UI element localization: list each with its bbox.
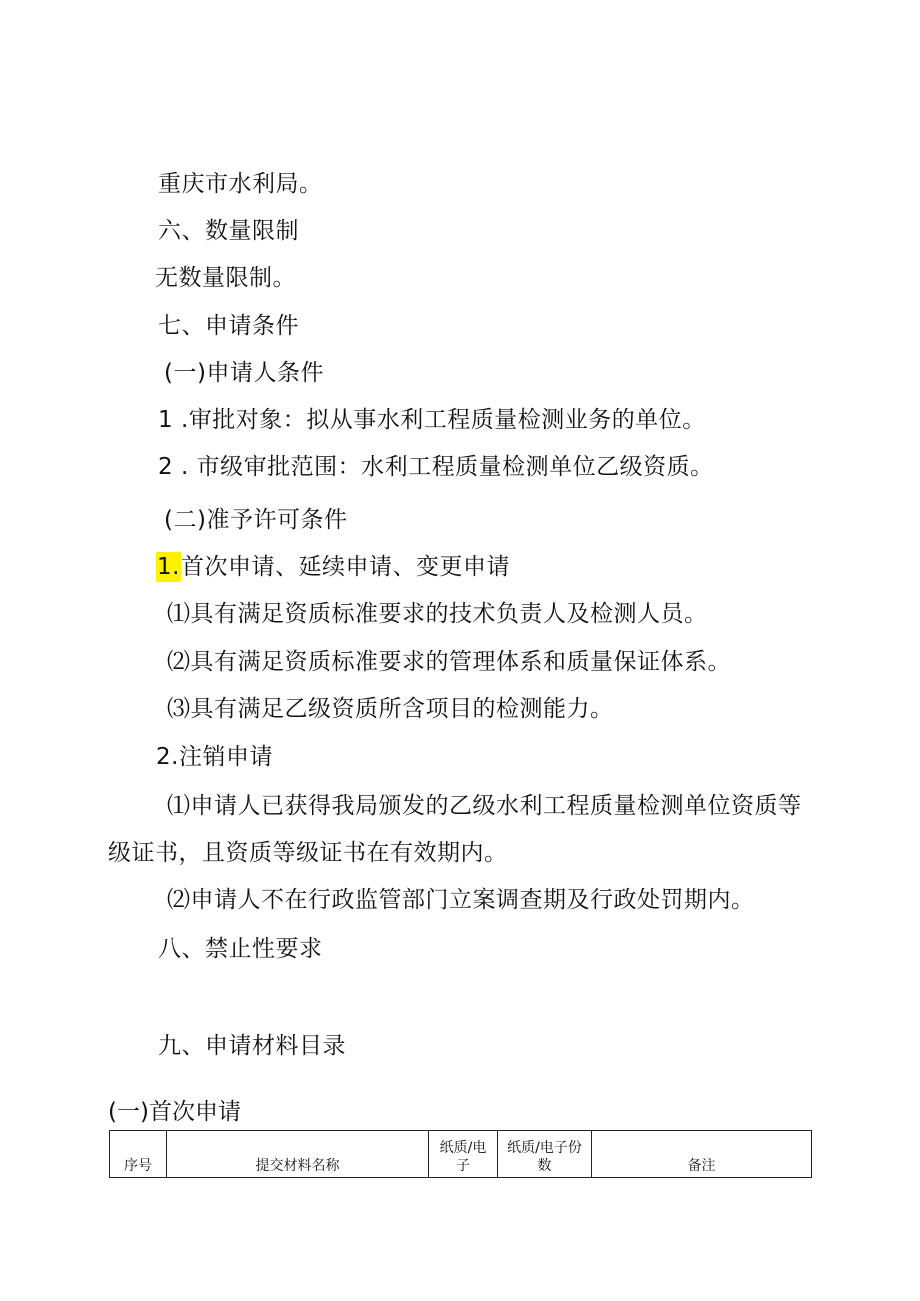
header-index: 序号	[110, 1131, 167, 1178]
condition-item-1: ⑴具有满足资质标准要求的技术负责人及检测人员。	[167, 601, 708, 627]
heading-application-conditions: 七、申请条件	[158, 313, 299, 339]
item-cancellation: 2.注销申请	[156, 744, 273, 770]
highlighted-number: 1.	[157, 554, 180, 580]
header-format: 纸质/电子	[429, 1131, 498, 1178]
body-text-agency: 重庆市水利局。	[158, 171, 323, 197]
materials-table	[109, 1130, 812, 1178]
header-material-name: 提交材料名称	[167, 1131, 429, 1178]
cancellation-item-2: ⑵申请人不在行政监管部门立案调查期及行政处罚期内。	[167, 887, 755, 913]
table-header-row	[110, 1131, 812, 1178]
heading-prohibited-requirements: 八、禁止性要求	[158, 936, 323, 962]
heading-quantity-limit: 六、数量限制	[158, 218, 299, 244]
condition-item-2: ⑵具有满足资质标准要求的管理体系和质量保证体系。	[167, 649, 731, 675]
subheading-license-conditions: (二)准予许可条件	[164, 507, 348, 533]
cancellation-item-1-continued: 级证书，且资质等级证书在有效期内。	[108, 840, 508, 866]
body-text-no-limit: 无数量限制。	[155, 265, 296, 291]
item-approval-object: 1 .审批对象：拟从事水利工程质量检测业务的单位。	[158, 407, 706, 433]
item-approval-scope: 2 . 市级审批范围：水利工程质量检测单位乙级资质。	[158, 454, 714, 480]
subsection-first-application: (一)首次申请	[108, 1099, 241, 1125]
header-remarks: 备注	[592, 1131, 812, 1178]
header-copies: 纸质/电子份数	[498, 1131, 592, 1178]
subheading-applicant-conditions: (一)申请人条件	[164, 360, 324, 386]
cancellation-item-1: ⑴申请人已获得我局颁发的乙级水利工程质量检测单位资质等	[167, 793, 802, 819]
condition-item-3: ⑶具有满足乙级资质所含项目的检测能力。	[167, 696, 614, 722]
heading-material-catalog: 九、申请材料目录	[158, 1033, 346, 1059]
item-first-application-label: 首次申请、延续申请、变更申请	[180, 554, 510, 580]
item-first-application	[156, 552, 510, 582]
